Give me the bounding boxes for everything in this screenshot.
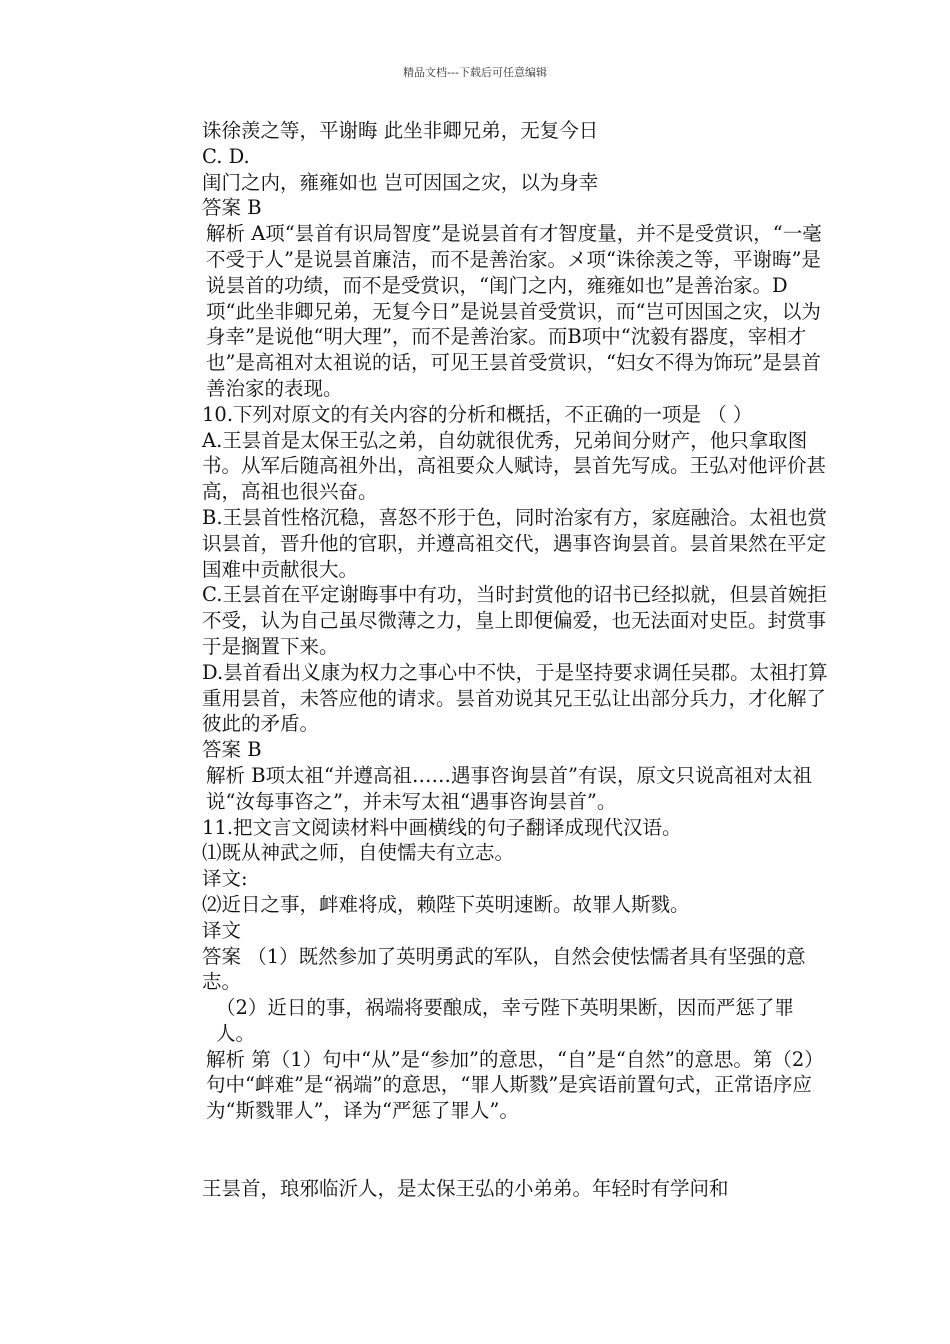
answer-2: 答案 B [202, 738, 262, 762]
page-header: 精品文档---下载后可任意编辑 [403, 66, 547, 79]
option-label-line: C. D. [202, 144, 250, 168]
translation-paragraph: 王昙首，琅邪临沂人，是太保王弘的小弟弟。年轻时有学问和 [202, 1177, 729, 1201]
question-11: 11.把文言文阅读材料中画横线的句子翻译成现代汉语。 [202, 815, 682, 839]
document-body [146, 118, 830, 1202]
option-line-1: 诛徐羡之等，平谢晦 此坐非卿兄弟，无复今日 [202, 119, 599, 142]
option-line-2: 闺门之内，雍雍如也 岂可因国之灾，以为身幸 [202, 170, 599, 194]
analysis-2: 解析 B项太祖“并遵高祖……遇事咨询昙首”有误，原文只说高祖对太祖说“汝每事咨之”，并未写太祖“遇事咨询昙首”。 [206, 763, 812, 813]
sentence-1: ⑴既从神武之师，自使懦夫有立志。 [202, 841, 515, 865]
analysis-3: 解析 第（1）句中“从”是“参加”的意思，“自”是“自然”的意思。第（2）句中“衅难”是“祸端”的意思，“罪人斯戮”是宾语前置句式，正常语序应为“斯戮罪人”，译为“严惩了罪人”。 [206, 1047, 824, 1123]
analysis-1: 解析 A项“昙首有识局智度”是说昙首有才智度量，并不是受赏识，“一毫不受于人”是说昙首廉洁，而不是善治家。メ项“诛徐羡之等，平谢晦”是说昙首的功绩，而不是受赏识，“闺门之内，雍雍如也”是善治家。D项“此坐非卿兄弟，无复今日”是说昙首受赏识，而“岂可因国之灾，以为身幸”是说他“明大理”，而不是善治家。而B项中“沈毅有器度，宰相才也”是高祖对太祖说的话，可见王昙首受赏识，“妇女不得为饰玩”是昙首善治家的表现。 [206, 222, 822, 400]
answer-3-part-1: 答案 （1）既然参加了英明勇武的军队，自然会使怯懦者具有坚强的意志。 [202, 944, 806, 994]
question-10: 10.下列对原文的有关内容的分析和概括，不正确的一项是 （ ） [202, 402, 753, 426]
option-b: B.王昙首性格沉稳，喜怒不形于色，同时治家有方，家庭融洽。太祖也赏识昙首，晋升他的官职，并遵高祖交代，遇事咨询昙首。昙首果然在平定国难中贡献很大。 [202, 505, 828, 581]
option-a: A.王昙首是太保王弘之弟，自幼就很优秀，兄弟间分财产，他只拿取图书。从军后随高祖外出，高祖要众人赋诗，昙首先写成。王弘对他评价甚高，高祖也很兴奋。 [202, 428, 827, 504]
sentence-2: ⑵近日之事，衅难将成，赖陛下英明速断。故罪人斯戮。 [202, 892, 690, 916]
option-d: D.昙首看出义康为权力之事心中不快，于是坚持要求调任吴郡。太祖打算重用昙首，未答应他的请求。昙首劝说其兄王弘让出部分兵力，才化解了彼此的矛盾。 [202, 660, 828, 736]
option-c: C.王昙首在平定谢晦事中有功，当时封赏他的诏书已经拟就，但昙首婉拒不受，认为自己虽尽微薄之力，皇上即便偏爱，也无法面对史臣。封赏事于是搁置下来。 [202, 583, 827, 658]
translation-label-1: 译文: [202, 867, 248, 891]
translation-label-2: 译文 [202, 918, 242, 942]
answer-1: 答案 B [202, 196, 262, 220]
paragraph-gap [146, 1124, 830, 1176]
answer-3-part-2: （2）近日的事，祸端将要酿成，幸亏陛下英明果断，因而严惩了罪人。 [216, 996, 794, 1045]
